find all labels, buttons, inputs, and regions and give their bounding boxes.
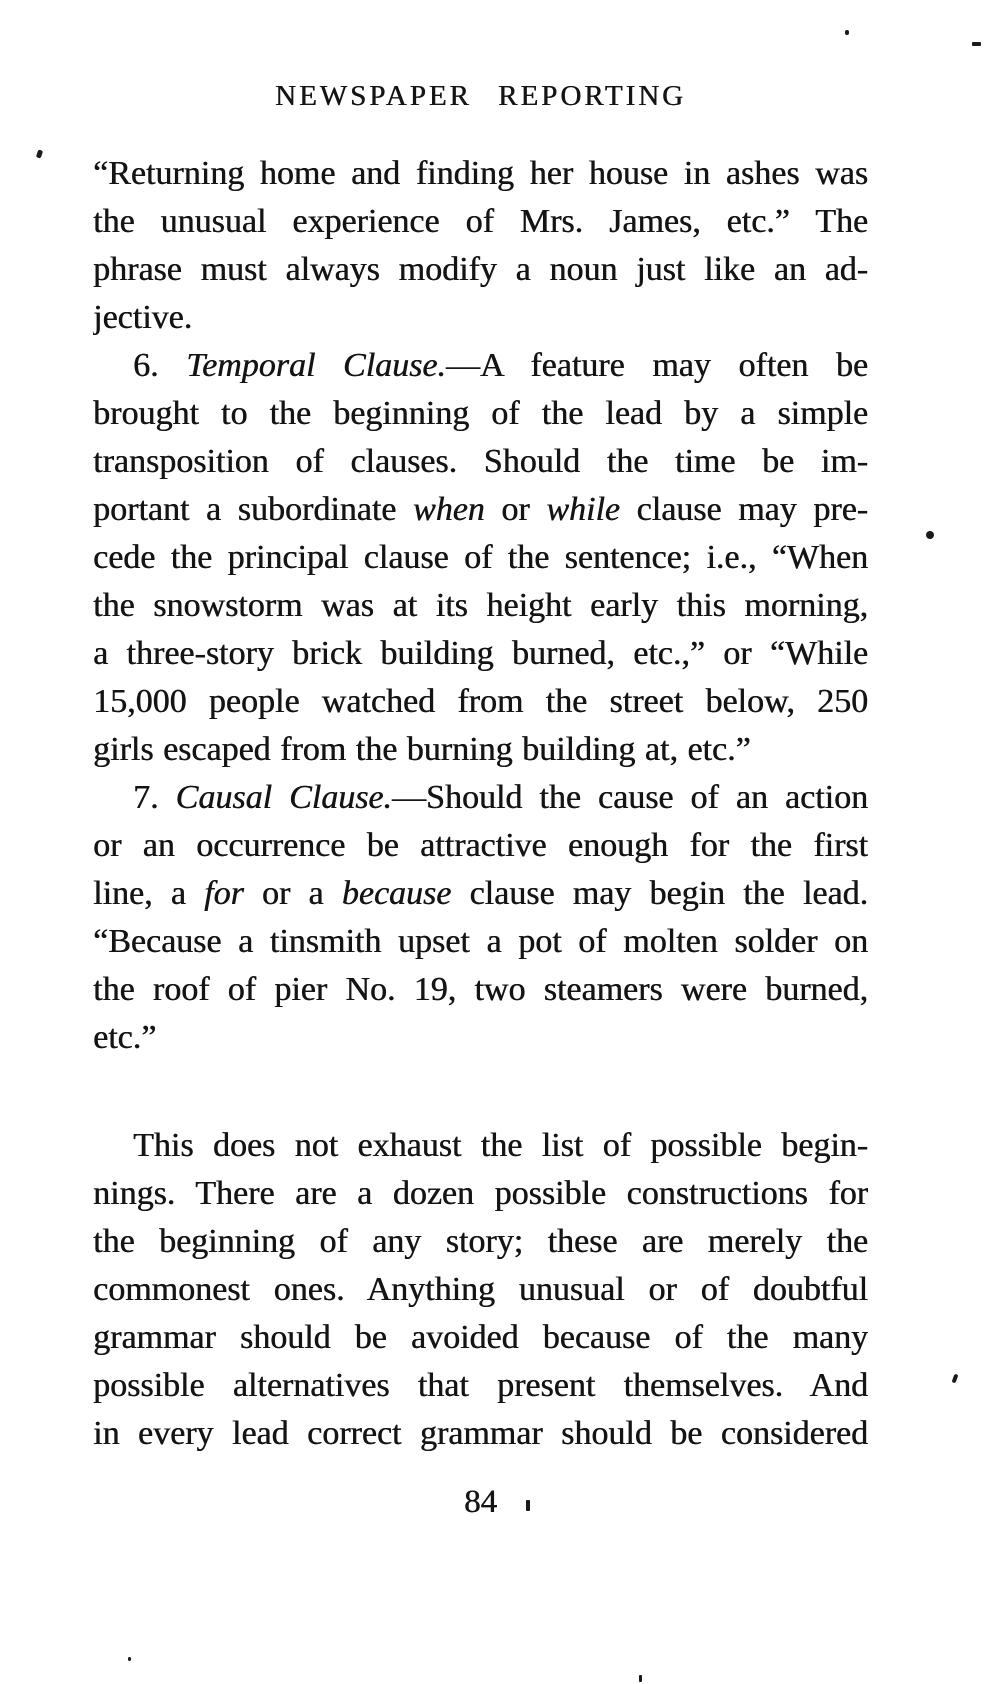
text-run: the unusual experience of Mrs. James, etc.” The — [93, 203, 868, 240]
paragraph — [93, 150, 868, 342]
text-line — [93, 150, 868, 198]
italic-run: Causal Clause. — [175, 779, 392, 816]
ink-tick — [952, 1374, 959, 1384]
text-run: clause may pre- — [619, 491, 868, 528]
text-run: in every lead correct grammar should be considered — [93, 1415, 868, 1452]
text-run: line, a — [93, 875, 204, 912]
text-run: or — [484, 491, 547, 528]
text-line — [93, 390, 868, 438]
text-run: —A feature may often be — [445, 347, 868, 384]
text-run: This does not exhaust the list of possible begin- — [133, 1127, 868, 1164]
text-run: or an occurrence be attractive enough for the first — [93, 827, 868, 864]
text-run: 6. — [133, 347, 187, 384]
text-line — [93, 630, 868, 678]
paragraphs — [93, 150, 868, 1458]
text-run: —Should the cause of an action — [391, 779, 868, 816]
italic-run: for — [204, 875, 244, 912]
text-run: 7. — [133, 779, 176, 816]
italic-run: when — [412, 491, 485, 528]
text-run: the snowstorm was at its height early this morning, — [93, 587, 868, 624]
text-run: cede the principal clause of the sentence; i.e., “When — [93, 539, 868, 576]
ink-dot — [926, 531, 934, 539]
italic-run: while — [546, 491, 620, 528]
text-line — [93, 726, 868, 774]
text-run: transposition of clauses. Should the time be im- — [93, 443, 868, 480]
text-line — [93, 294, 868, 342]
text-line — [93, 678, 868, 726]
italic-run: because — [341, 875, 452, 912]
paragraph — [93, 774, 868, 1062]
text-run: the beginning of any story; these are merely the — [93, 1223, 868, 1260]
paragraph — [93, 342, 868, 774]
text-line — [93, 918, 868, 966]
ink-speck — [845, 30, 849, 35]
text-run: brought to the beginning of the lead by a simple — [93, 395, 868, 432]
ink-tick — [36, 149, 43, 158]
text-run: clause may begin the lead. — [451, 875, 868, 912]
text-run: portant a subordinate — [93, 491, 413, 528]
text-run: girls escaped from the burning building at, etc.” — [93, 731, 751, 768]
text-run: phrase must always modify a noun just like an ad- — [93, 251, 868, 288]
text-line — [93, 582, 868, 630]
text-line — [93, 1218, 868, 1266]
ink-dot — [128, 1657, 131, 1661]
text-line — [93, 870, 868, 918]
paragraph — [93, 1122, 868, 1458]
ink-tick — [526, 1500, 530, 1511]
text-line — [93, 342, 868, 390]
text-line — [93, 1014, 868, 1062]
text-run: a three-story brick building burned, etc.,” or “While — [93, 635, 868, 672]
text-line — [93, 822, 868, 870]
text-line — [93, 438, 868, 486]
text-line — [93, 1314, 868, 1362]
text-line — [93, 1170, 868, 1218]
text-line — [93, 486, 868, 534]
text-run: “Returning home and finding her house in ashes was — [93, 155, 868, 192]
text-run: grammar should be avoided because of the many — [93, 1319, 868, 1356]
text-run: nings. There are a dozen possible constructions for — [93, 1175, 868, 1212]
text-line — [93, 246, 868, 294]
text-run: the roof of pier No. 19, two steamers were burned, — [93, 971, 868, 1008]
text-line — [93, 774, 868, 822]
text-block — [93, 80, 868, 1520]
italic-run: Temporal Clause. — [186, 347, 446, 384]
text-run: etc.” — [93, 1019, 157, 1056]
text-line — [93, 1266, 868, 1314]
text-run: or a — [243, 875, 342, 912]
text-run: “Because a tinsmith upset a pot of molten solder on — [93, 923, 868, 960]
text-line — [93, 1122, 868, 1170]
text-line — [93, 1362, 868, 1410]
page-title: NEWSPAPER REPORTING — [275, 80, 686, 112]
text-run: commonest ones. Anything unusual or of doubtful — [93, 1271, 868, 1308]
text-line — [93, 198, 868, 246]
ink-tick — [639, 1675, 642, 1682]
text-run: possible alternatives that present themselves. And — [93, 1367, 868, 1404]
text-run: 15,000 people watched from the street below, 250 — [93, 683, 868, 720]
text-line — [93, 966, 868, 1014]
text-line — [93, 534, 868, 582]
text-run: jective. — [93, 299, 193, 336]
text-line — [93, 1410, 868, 1458]
page-number: 84 — [464, 1484, 497, 1520]
ink-dash — [972, 42, 981, 46]
